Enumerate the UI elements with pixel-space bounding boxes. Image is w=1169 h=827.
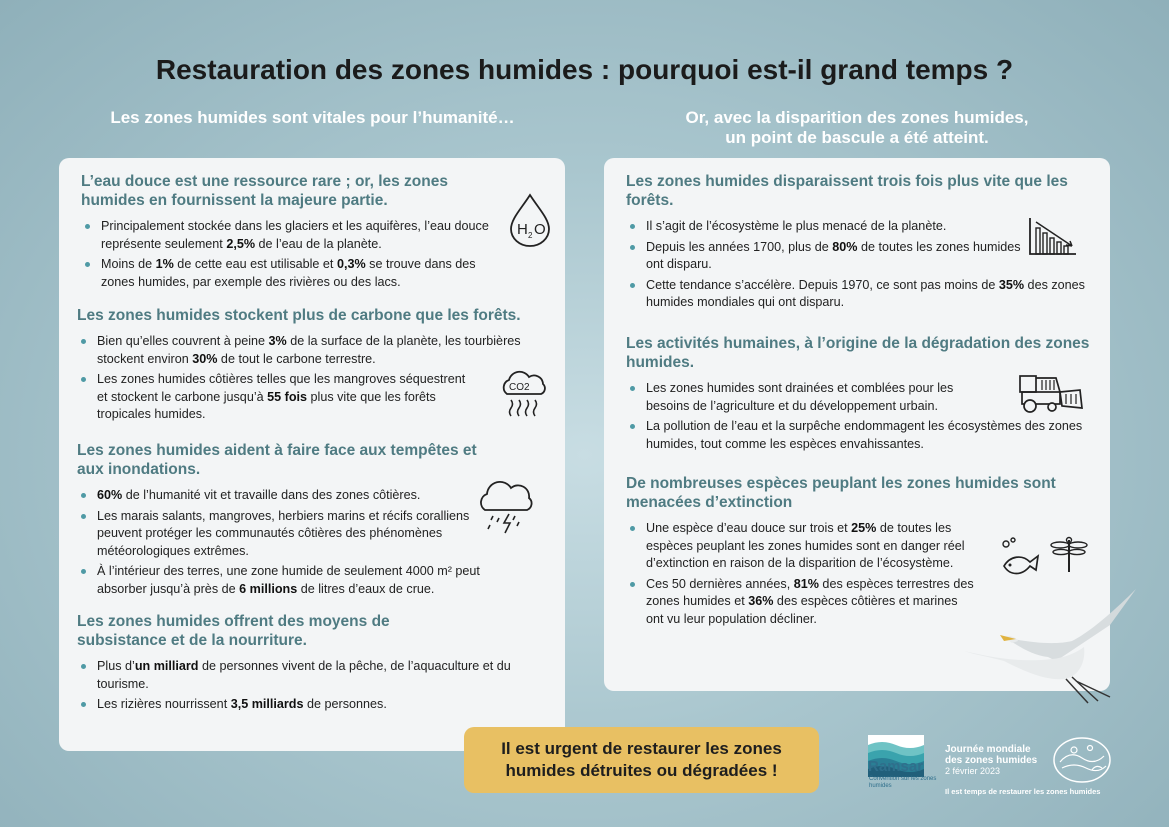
left-panel	[59, 158, 565, 751]
harvester-icon	[1016, 370, 1084, 414]
list-item: Principalement stockée dans les glaciers et les aquifères, l’eau douce représente seulement 2,5% de l’eau de la planète.	[101, 218, 501, 253]
fish-icon	[998, 536, 1040, 580]
ramsar-tagline: Convention sur les zones humides	[869, 776, 937, 789]
section-heading: Les zones humides offrent des moyens de subsistance et de la nourriture.	[77, 613, 390, 649]
declining-chart-icon	[1028, 216, 1078, 258]
section-heading: L’eau douce est une ressource rare ; or, les zones humides en fournissent la majeure partie.	[81, 173, 448, 209]
list-item: Depuis les années 1700, plus de 80% de toutes les zones humides ont disparu.	[646, 239, 1026, 274]
section-heading: Les zones humides stockent plus de carbone que les forêts.	[77, 307, 521, 324]
dragonfly-icon	[1050, 534, 1088, 576]
list-item: Ces 50 dernières années, 81% des espèces terrestres des zones humides et 36% des espèces côtières et marines ont vu leur population décliner.	[646, 576, 976, 629]
world-wetlands-day-tagline: Il est temps de restaurer les zones humides	[945, 787, 1101, 796]
left-subtitle: Les zones humides sont vitales pour l’humanité…	[110, 108, 515, 127]
call-to-action-banner: Il est urgent de restaurer les zones humides détruites ou dégradées !	[464, 727, 819, 793]
list-item: La pollution de l’eau et la surpêche endommagent les écosystèmes des zones humides, tout comme les espèces envahissantes.	[646, 418, 1096, 453]
section-heading: De nombreuses espèces peuplant les zones humides sont menacées d’extinction	[626, 475, 1056, 511]
section-disappearing	[626, 172, 1096, 315]
world-wetlands-day-label: Journée mondiale des zones humides 2 février 2023	[945, 744, 1038, 776]
list-item: Bien qu’elles couvrent à peine 3% de la surface de la planète, les tourbières stockent environ 30% de tout le carbone terrestre.	[97, 333, 557, 368]
water-drop-icon	[507, 192, 553, 248]
co2-cloud-icon	[495, 368, 551, 424]
page-title: Restauration des zones humides : pourquoi est-il grand temps ?	[155, 54, 1014, 85]
svg-text:2: 2	[528, 231, 533, 240]
list-item: Il s’agit de l’écosystème le plus menacé de la planète.	[646, 218, 1026, 236]
section-livelihoods	[77, 612, 547, 717]
list-item: Plus d’un milliard de personnes vivent de la pêche, de l’aquaculture et du tourisme.	[97, 658, 547, 693]
section-heading: Les activités humaines, à l’origine de la dégradation des zones humides.	[626, 335, 1090, 371]
list-item: Une espèce d’eau douce sur trois et 25% de toutes les espèces peuplant les zones humides sont en danger réel d’extinction en raison de la disparition de l’écosystème.	[646, 520, 976, 573]
section-fresh-water	[81, 172, 501, 294]
section-carbon	[77, 306, 557, 427]
list-item: À l’intérieur des terres, une zone humide de seulement 4000 m² peut absorber jusqu’à près de 6 millions de litres d’eaux de crue.	[97, 563, 527, 598]
list-item: Cette tendance s’accélère. Depuis 1970, ce sont pas moins de 35% des zones humides mondiales qui ont disparu.	[646, 277, 1096, 312]
list-item: Les marais salants, mangroves, herbiers marins et récifs coralliens peuvent protéger les communautés côtières des phénomènes météorologiques extrêmes.	[97, 508, 487, 561]
section-storms	[77, 441, 487, 601]
list-item: Les zones humides sont drainées et comblées pour les besoins de l’agriculture et du développement urbain.	[646, 380, 996, 415]
list-item: Les zones humides côtières telles que les mangroves séquestrent et stockent le carbone jusqu’à 55 fois plus vite que les forêts tropicales humides.	[97, 371, 475, 424]
storm-cloud-icon	[475, 476, 537, 538]
list-item: Moins de 1% de cette eau est utilisable et 0,3% se trouve dans des zones humides, par exemple des rivières ou des lacs.	[101, 256, 501, 291]
heron-illustration	[960, 585, 1140, 705]
svg-text:CO2: CO2	[509, 382, 530, 393]
section-heading: Les zones humides disparaissent trois fois plus vite que les forêts.	[626, 173, 1068, 209]
section-heading: Les zones humides aident à faire face aux tempêtes et aux inondations.	[77, 442, 477, 478]
list-item: Les rizières nourrissent 3,5 milliards de personnes.	[97, 696, 547, 714]
wetlands-day-emblem-icon	[1052, 736, 1112, 784]
list-item: 60% de l’humanité vit et travaille dans des zones côtières.	[97, 487, 487, 505]
svg-text:H: H	[517, 221, 528, 238]
right-subtitle: Or, avec la disparition des zones humides, un point de bascule a été atteint.	[685, 108, 1029, 147]
svg-text:O: O	[534, 221, 546, 238]
ramsar-name: Ramsar	[868, 758, 924, 775]
